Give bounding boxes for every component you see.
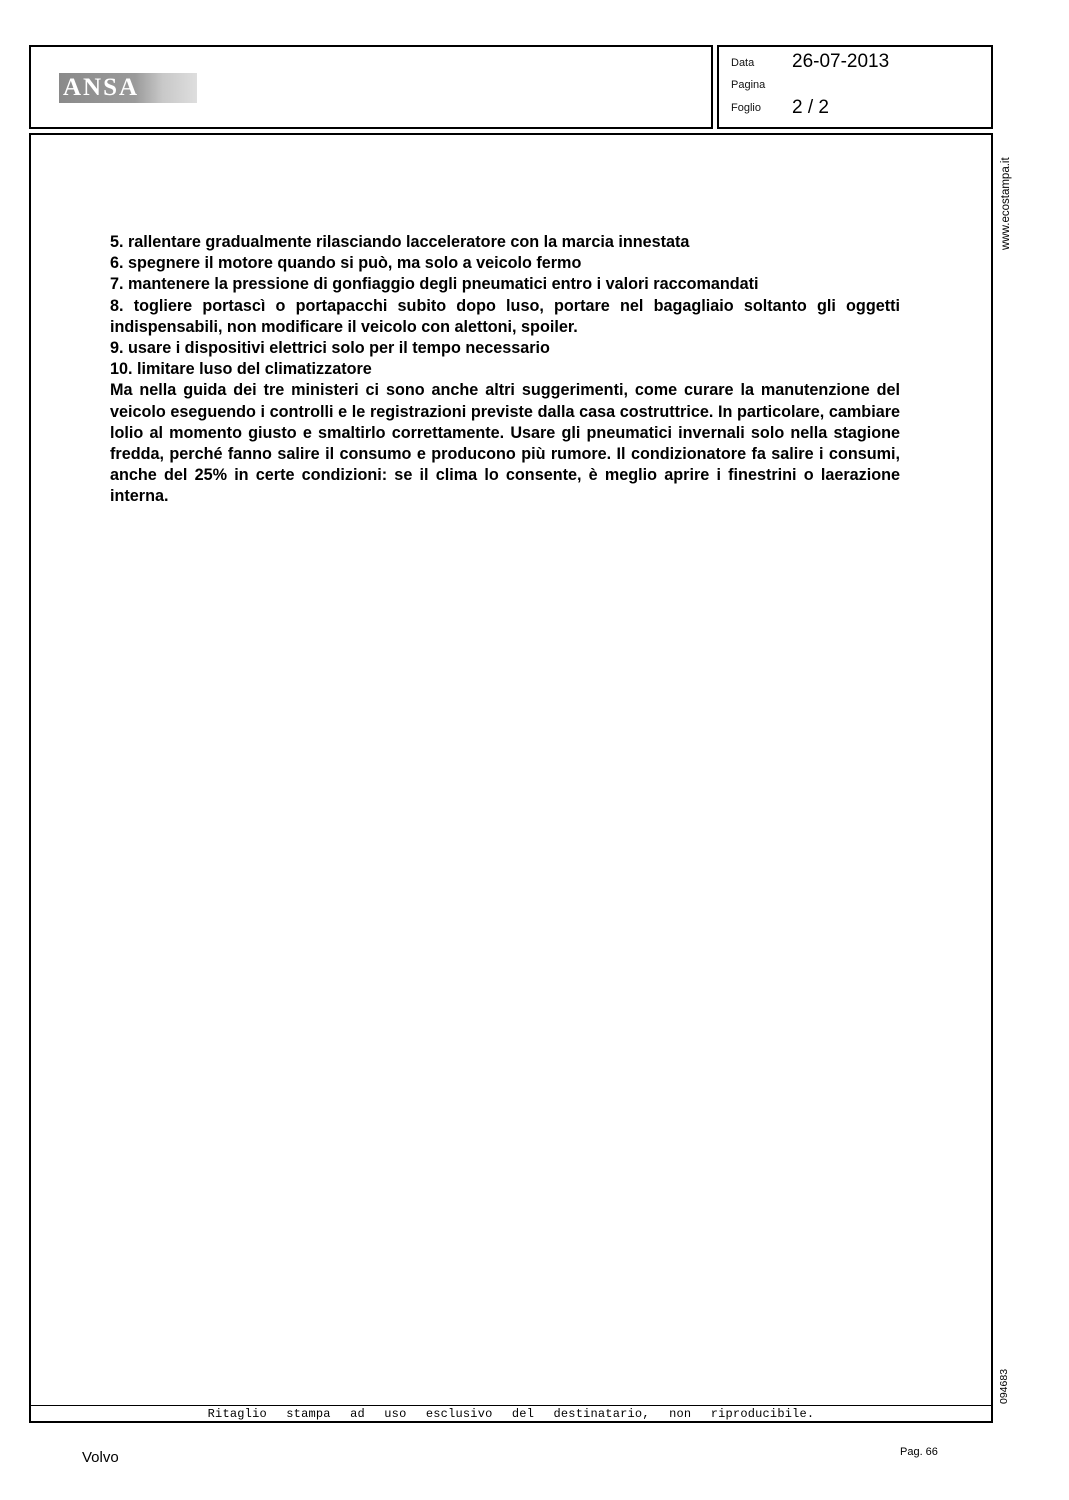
logo-text: ANSA (63, 74, 140, 101)
list-item: 10. limitare luso del climatizzatore (110, 360, 372, 379)
footer-note: Ritaglio stampa ad uso esclusivo del destinatario, non riproducibile. (207, 1407, 815, 1421)
list-item: 9. usare i dispositivi elettrici solo per il tempo necessario (110, 339, 550, 358)
side-code: 094683 (998, 1368, 1010, 1404)
article-body (110, 232, 900, 508)
header-meta-box (717, 45, 993, 129)
page-number: Pag. 66 (900, 1446, 938, 1458)
header-logo-box (29, 45, 713, 129)
footer-divider (31, 1405, 991, 1406)
date-label: Data (731, 57, 755, 69)
list-item: 8. togliere portascì o portapacchi subito dopo luso, portare nel bagagliaio soltanto gli oggetti indispensabili, non modificare il veicolo con alettoni, spoiler. (110, 296, 900, 336)
side-url: www.ecostampa.it (1000, 157, 1012, 250)
list-item: 7. mantenere la pressione di gonfiaggio degli pneumatici entro i valori raccomandati (110, 275, 759, 294)
sheet-value: 2 / 2 (792, 97, 829, 118)
list-item: 5. rallentare gradualmente rilasciando lacceleratore con la marcia innestata (110, 233, 690, 251)
list-item: 6. spegnere il motore quando si può, ma solo a veicolo fermo (110, 254, 582, 273)
sheet-label: Foglio (731, 102, 761, 114)
article-paragraph: Ma nella guida dei tre ministeri ci sono anche altri suggerimenti, come curare la manutenzione del veicolo eseguendo i controlli e le registrazioni previste dalla casa costruttrice. In particolare, cambiare lolio al momento giusto e smaltirlo correttamente. Usare gli pneumatici invernali solo nella stagione fredda, perché fanno salire il consumo e producono più rumore. Il condizionatore fa salire i consumi, anche del 25% in certe condizioni: se il clima lo consente, è meglio aprire i finestrini o laerazione interna. (110, 381, 900, 506)
page-label: Pagina (731, 79, 766, 91)
date-value: 26-07-2013 (792, 51, 890, 72)
client-name: Volvo (82, 1449, 119, 1466)
ansa-logo (59, 73, 197, 103)
